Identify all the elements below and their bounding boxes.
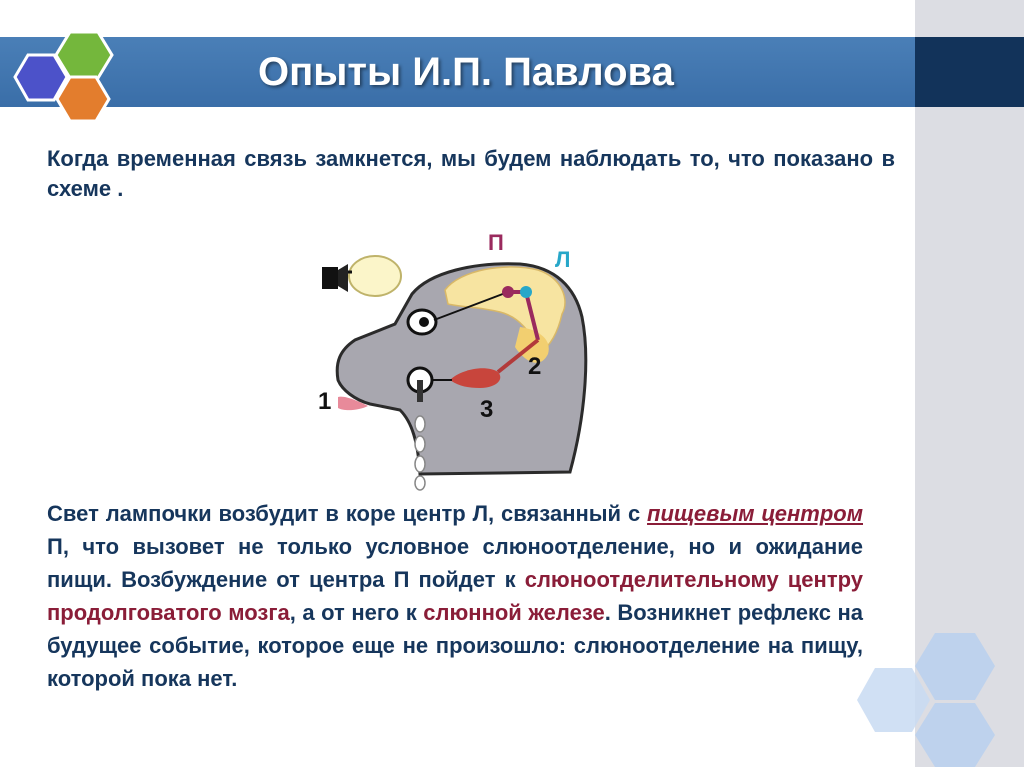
label-2: 2 bbox=[528, 353, 542, 380]
lamp-icon bbox=[322, 256, 401, 296]
label-1: 1 bbox=[318, 388, 332, 415]
label-l: Л bbox=[555, 247, 571, 272]
explanation-part-3: П, что вызовет не только условное слюноотделение, но и ожидание пищи. Возбуждение от центра П пойдет к bbox=[47, 534, 863, 592]
slide-title: Опыты И.П. Павлова bbox=[258, 50, 674, 94]
hexagon-orange bbox=[57, 77, 109, 120]
salivary-gland-term: слюнной железе bbox=[423, 600, 605, 625]
explanation-paragraph bbox=[47, 497, 863, 695]
food-center-term: пищевым центром bbox=[647, 501, 863, 526]
salivation-center-term: слюноотделительному центру продолговатого мозга bbox=[47, 567, 863, 625]
center-l-dot bbox=[520, 286, 532, 298]
decorative-hexagons bbox=[850, 628, 1024, 767]
eye-icon bbox=[408, 310, 436, 334]
explanation-part-1: Свет лампочки возбудит в коре центр Л, связанный с bbox=[47, 501, 648, 526]
hexagon-logo bbox=[8, 20, 118, 120]
explanation-part-7: . Возникнет рефлекс на будущее событие, которое еще не произошло: слюноотделение на пищу, которой пока нет. bbox=[47, 600, 864, 691]
center-p-dot bbox=[502, 286, 514, 298]
label-p: П bbox=[488, 230, 504, 255]
explanation-part-5: , а от него к bbox=[289, 600, 424, 625]
title-bar-accent bbox=[915, 37, 1024, 107]
label-3: 3 bbox=[480, 396, 494, 423]
intro-paragraph: Когда временная связь замкнется, мы будем наблюдать то, что показано в схеме . bbox=[47, 146, 895, 201]
pavlov-dog-diagram bbox=[300, 212, 600, 492]
